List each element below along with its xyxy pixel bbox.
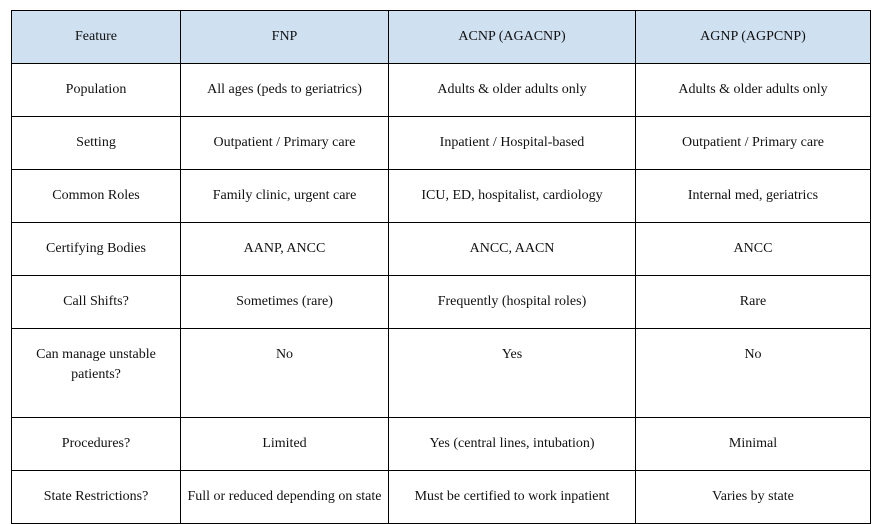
agnp-cell: Adults & older adults only	[636, 64, 871, 117]
agnp-cell: No	[636, 329, 871, 418]
table-row	[12, 329, 871, 418]
agnp-cell: Varies by state	[636, 471, 871, 524]
acnp-cell: ICU, ED, hospitalist, cardiology	[389, 170, 636, 223]
fnp-cell: Limited	[181, 418, 389, 471]
fnp-cell: Sometimes (rare)	[181, 276, 389, 329]
np-comparison-table	[11, 10, 871, 524]
header-row	[12, 11, 871, 64]
agnp-cell: ANCC	[636, 223, 871, 276]
table-row	[12, 223, 871, 276]
agnp-cell: Minimal	[636, 418, 871, 471]
table-row	[12, 117, 871, 170]
agnp-cell: Outpatient / Primary care	[636, 117, 871, 170]
fnp-cell: Family clinic, urgent care	[181, 170, 389, 223]
acnp-cell: Adults & older adults only	[389, 64, 636, 117]
acnp-cell: Yes (central lines, intubation)	[389, 418, 636, 471]
table-row	[12, 170, 871, 223]
header-agnp: AGNP (AGPCNP)	[636, 11, 871, 64]
table-row	[12, 64, 871, 117]
feature-cell: State Restrictions?	[12, 471, 181, 524]
fnp-cell: All ages (peds to geriatrics)	[181, 64, 389, 117]
feature-cell: Procedures?	[12, 418, 181, 471]
agnp-cell: Rare	[636, 276, 871, 329]
fnp-cell: Full or reduced depending on state	[181, 471, 389, 524]
table-row	[12, 418, 871, 471]
table-header	[12, 11, 871, 64]
acnp-cell: Inpatient / Hospital-based	[389, 117, 636, 170]
feature-cell: Common Roles	[12, 170, 181, 223]
feature-cell: Can manage unstable patients?	[12, 329, 181, 418]
comparison-table-container	[11, 10, 871, 524]
header-fnp: FNP	[181, 11, 389, 64]
fnp-cell: No	[181, 329, 389, 418]
fnp-cell: AANP, ANCC	[181, 223, 389, 276]
acnp-cell: Must be certified to work inpatient	[389, 471, 636, 524]
header-feature: Feature	[12, 11, 181, 64]
table-row	[12, 276, 871, 329]
acnp-cell: ANCC, AACN	[389, 223, 636, 276]
feature-cell: Call Shifts?	[12, 276, 181, 329]
table-body	[12, 64, 871, 524]
feature-cell: Setting	[12, 117, 181, 170]
feature-cell: Population	[12, 64, 181, 117]
table-row	[12, 471, 871, 524]
acnp-cell: Yes	[389, 329, 636, 418]
agnp-cell: Internal med, geriatrics	[636, 170, 871, 223]
acnp-cell: Frequently (hospital roles)	[389, 276, 636, 329]
fnp-cell: Outpatient / Primary care	[181, 117, 389, 170]
header-acnp: ACNP (AGACNP)	[389, 11, 636, 64]
feature-cell: Certifying Bodies	[12, 223, 181, 276]
